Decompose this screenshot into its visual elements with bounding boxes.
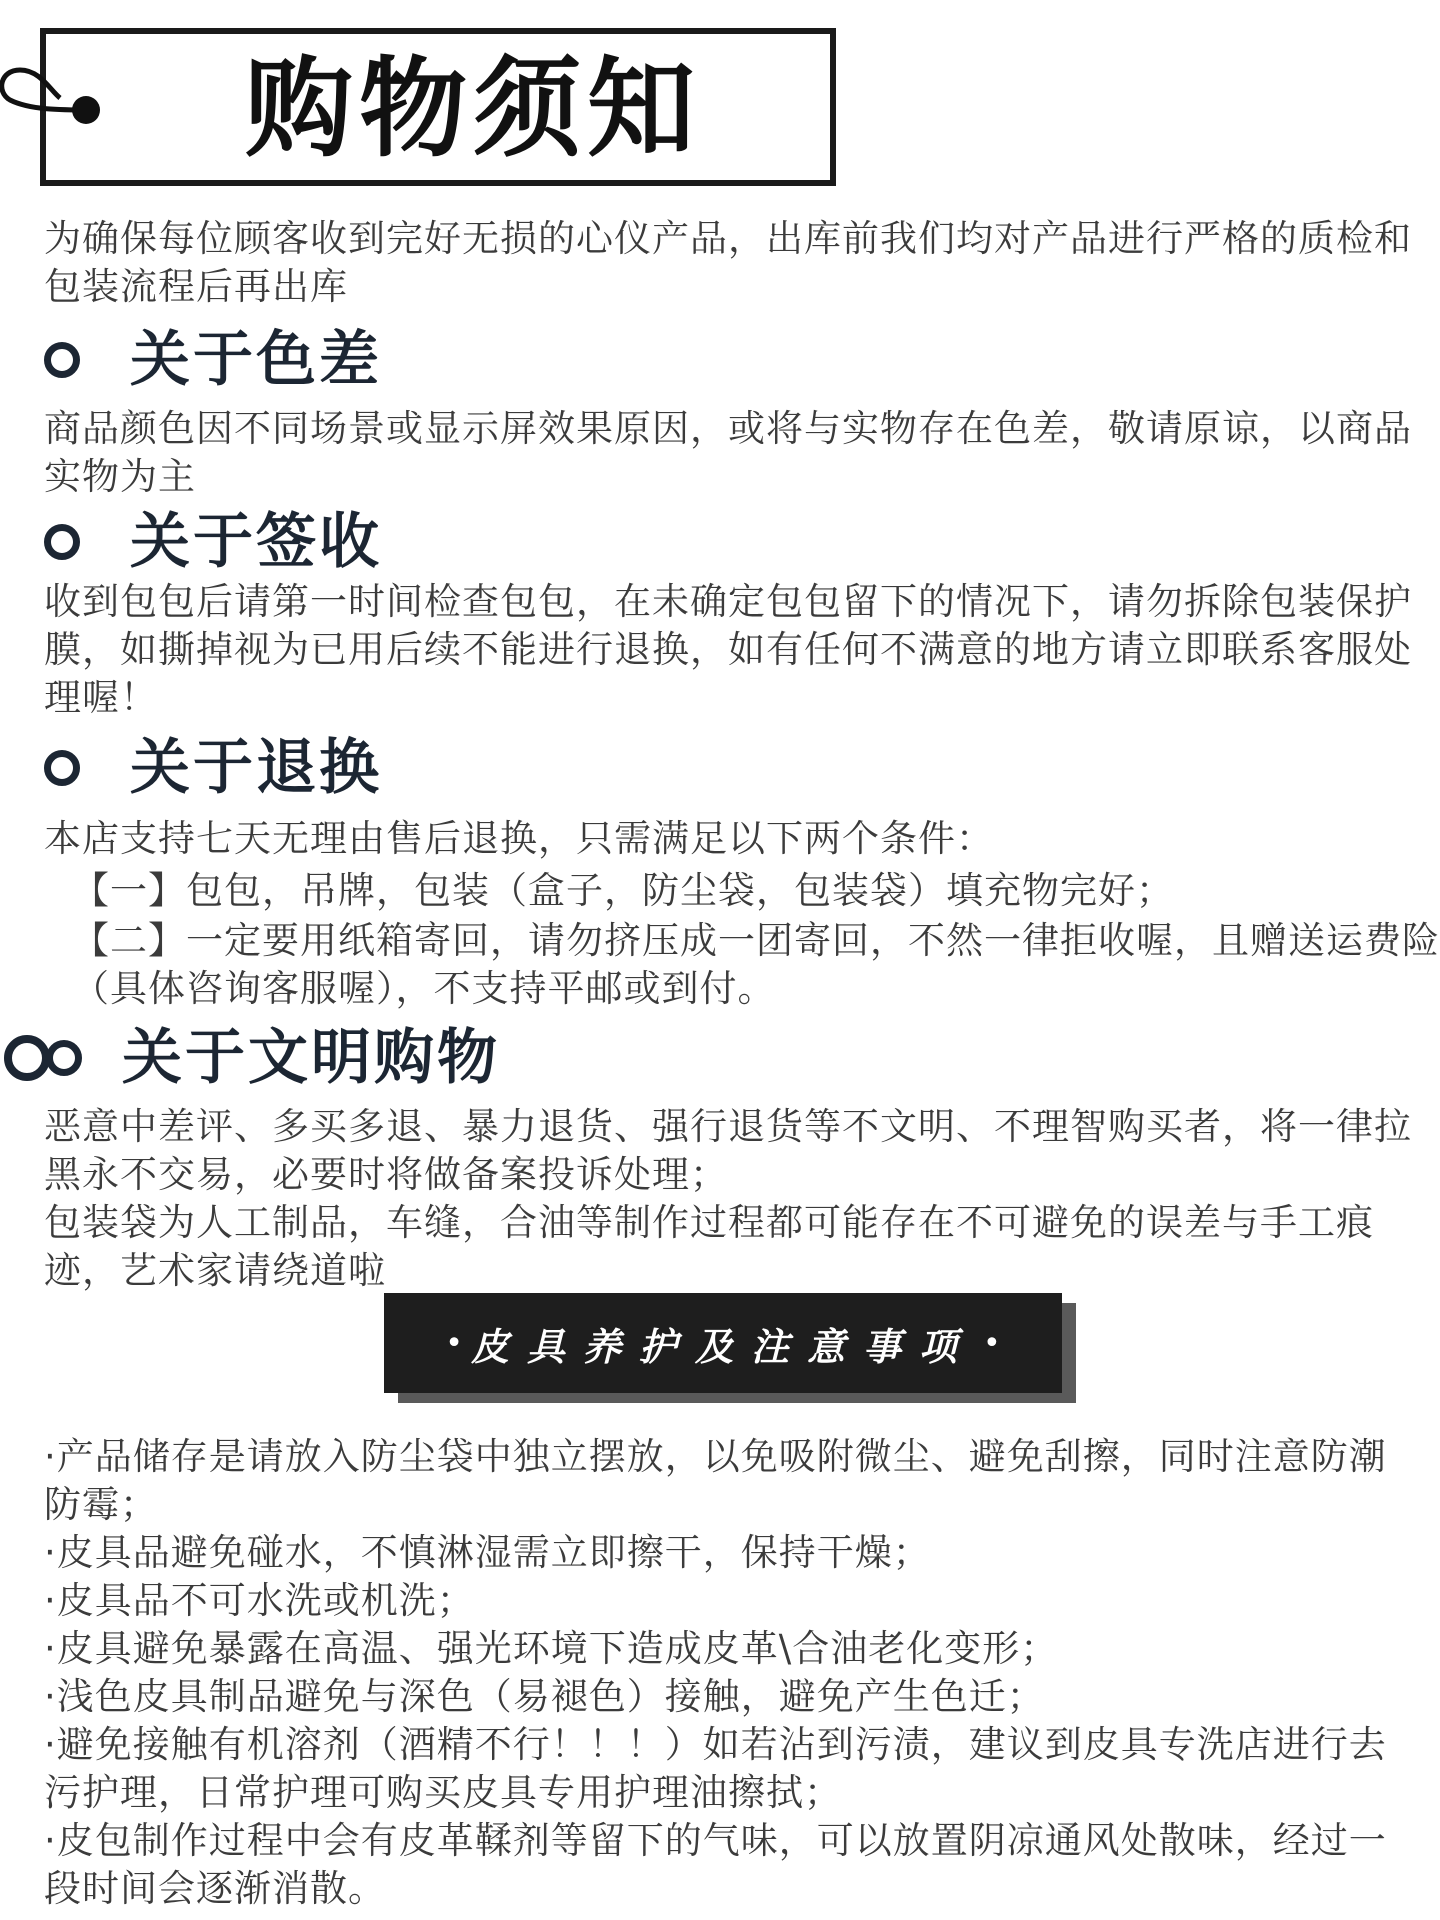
section-header-color-difference: [44, 325, 382, 395]
list-item: ·皮具避免暴露在高温、强光环境下造成皮革\合油老化变形；: [44, 1627, 1059, 1670]
return-condition-2-text: 【二】一定要用纸箱寄回，请勿挤压成一团寄回，不然一律拒收喔，且赠送运费险（具体咨询客服喔），不支持平邮或到付。: [72, 919, 1440, 1010]
double-ring-bullet-icon: [4, 1035, 82, 1081]
banner-title: 皮具养护及注意事项: [470, 1324, 975, 1369]
civil-shopping-paragraph-1: 恶意中差评、多买多退、暴力退货、强行退货等不文明、不理智购买者，将一律拉黑永不交易，必要时将做备案投诉处理；: [44, 1105, 1412, 1196]
title-tag: [40, 28, 836, 186]
section-text-returns: 本店支持七天无理由售后退换，只需满足以下两个条件：: [44, 817, 994, 860]
civil-shopping-paragraph-2: 包装袋为人工制品，车缝，合油等制作过程都可能存在不可避免的误差与手工痕迹，艺术家请绕道啦: [44, 1201, 1374, 1292]
ring-bullet-icon: [44, 342, 80, 378]
return-condition-1: 【一】包包，吊牌，包装（盒子，防尘袋，包装袋）填充物完好；: [72, 869, 1174, 912]
section-header-receipt: [44, 507, 382, 577]
ring-large-icon: [4, 1035, 50, 1081]
list-item: ·产品储存是请放入防尘袋中独立摆放，以免吸附微尘、避免刮擦，同时注意防潮防霉；: [44, 1435, 1387, 1526]
list-item: ·皮具品避免碰水，不慎淋湿需立即擦干，保持干燥；: [44, 1531, 931, 1574]
section-text-color-difference: 商品颜色因不同场景或显示屏效果原因，或将与实物存在色差，敬请原谅，以商品实物为主: [44, 407, 1412, 498]
ring-small-icon: [46, 1040, 82, 1076]
list-item: ·皮包制作过程中会有皮革鞣剂等留下的气味，可以放置阴凉通风处散味，经过一段时间会逐渐消散。: [44, 1819, 1387, 1910]
return-condition-2: [44, 917, 1440, 1013]
list-item: ·避免接触有机溶剂（酒精不行！！！）如若沾到污渍，建议到皮具专洗店进行去污护理，日常护理可购买皮具专用护理油擦拭；: [44, 1723, 1387, 1814]
list-item: ·浅色皮具制品避免与深色（易褪色）接触，避免产生色迁；: [44, 1675, 1045, 1718]
tag-string-icon: [0, 40, 130, 150]
intro-paragraph: 为确保每位顾客收到完好无损的心仪产品，出库前我们均对产品进行严格的质检和包装流程后再出库: [44, 217, 1412, 308]
section-header-returns: [44, 733, 382, 803]
page-title: 购物须知: [244, 47, 701, 172]
banner-dot-right: •: [983, 1325, 1001, 1361]
banner-dot-left: •: [445, 1325, 463, 1361]
section-title: 关于文明购物: [122, 1023, 500, 1093]
care-banner: [384, 1293, 1062, 1393]
section-title: 关于退换: [130, 733, 382, 803]
ring-bullet-icon: [44, 524, 80, 560]
list-item: ·皮具品不可水洗或机洗；: [44, 1579, 475, 1622]
section-title: 关于色差: [130, 325, 382, 395]
section-title: 关于签收: [130, 507, 382, 577]
section-text-receipt: 收到包包后请第一时间检查包包，在未确定包包留下的情况下，请勿拆除包装保护膜，如撕掉视为已用后续不能进行退换，如有任何不满意的地方请立即联系客服处理喔！: [44, 580, 1412, 719]
ring-bullet-icon: [44, 750, 80, 786]
section-header-civil-shopping: [44, 1023, 500, 1093]
care-list: [44, 1433, 1424, 1913]
